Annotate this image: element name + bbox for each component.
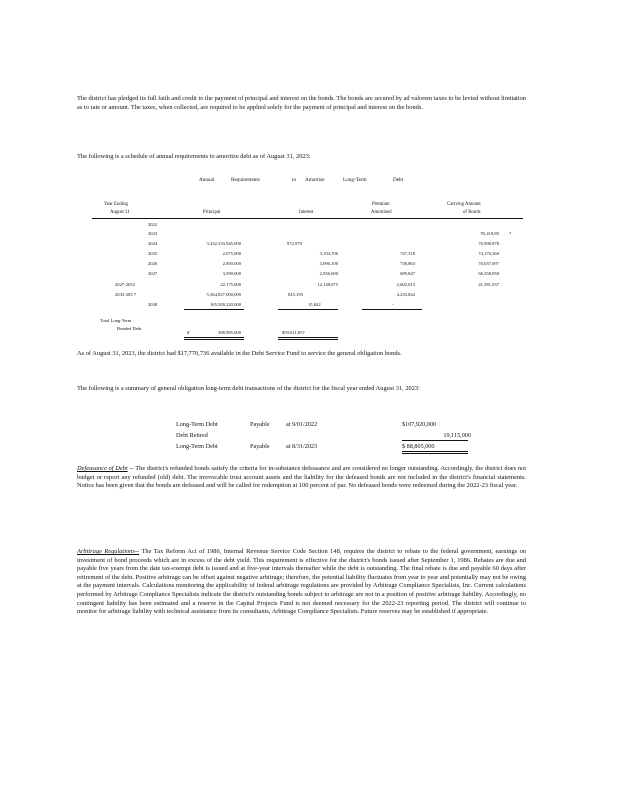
summary-amount: $107,920,000 [402,421,437,428]
schedule-title-word: to [292,177,297,183]
row-carrying-extra: 7 [509,231,512,236]
row-principal: 3,332,333,945,000 [206,241,241,246]
row-year: 2038 [148,302,158,307]
row-interest: 845,193 [288,292,303,297]
row-principal: 105,509,220,000 [209,302,241,307]
row-carrying: 76,998,878 [478,241,499,246]
row-premium: 747,318 [400,251,415,256]
summary-col2: Payable [250,421,270,428]
col-interest-header: Interest [299,210,314,215]
total-label: Total Long-Term [100,318,132,323]
arbitrage-paragraph [77,548,526,617]
row-premium: 4,235,842 [396,292,415,297]
debt-service-paragraph: As of August 31, 2023, the district had $17,770,736 available in the Debt Service Fund to service the general obligation bonds. [77,350,402,357]
row-principal: 2,850,000 [222,261,241,266]
summary-total-rule-double [402,453,468,454]
summary-amount: $ 88,805,000 [402,443,435,450]
row-premium: 738,863 [400,261,415,266]
defeasance-text: -- The district's refunded bonds satisfy the criteria for in-substance defeasance and are considered no longer outstanding. Accordingly, the district does not budget or report any refunded (old) debt. The irrevocable trust account assets and the liability for the defeased bonds are not included in the district's financial statements. Notice has been given that the bonds are defeased and will be called for redemption at 100 percent of par. No defeased bonds were redeemed during the 2022-23 fiscal year. [77,465,526,490]
premium-subtotal-rule [362,309,422,310]
col-carrying-header: Carrying Amount [447,202,481,207]
schedule-title-word: Debt [393,177,404,183]
summary-col3: at 8/31/2023 [286,443,318,450]
total-rule [184,337,244,338]
row-year: 2027 [148,271,158,276]
row-interest: 3,194,706 [319,251,338,256]
summary-total-rule [402,451,468,452]
interest-subtotal-rule [278,309,338,310]
row-carrying: 66,358,050 [478,271,499,276]
row-interest: 12,148,075 [317,282,338,287]
principal-subtotal-rule [184,309,244,310]
row-principal: 2,075,000 [222,251,241,256]
summary-col2: Payable [250,443,270,450]
row-carrying: 74,176,560 [478,251,499,256]
row-year: 2033-203 7 [115,292,137,297]
row-carrying: 41,581,037 [478,282,499,287]
arbitrage-text: The Tax Reform Act of 1986, Internal Revenue Service Code Section 148, requires the district to rebate to the federal government, earnings on investment of bond proceeds which are in excess of the debt yield. This requirement is effective for the district's bonds issued after September 1, 1986. Rebates are due and payable five years from the date tax-exempt debt is issued and at five-year intervals thereafter while the debt is outstanding. The final rebate is due and payable 60 days after retirement of the debt. Positive arbitrage can be offset against negative arbitrage; therefore, the potential liability fluctuates from year to year and potentially may not be owing at the payment intervals. Calculations monitoring the applicability of federal arbitrage regulations are provided by Arbitrage Compliance Specialists, Inc. Current calculations performed by Arbitrage Compliance Specialists indicate the district's outstanding bonds subject to arbitrage are not in a position of positive arbitrage liability. Accordingly, no contingent liability has been estimated and a reserve in the Capital Projects Fund is not deemed necessary for the 2022-23 reporting period. The district will continue to monitor for arbitrage liability with technical assistance from its consultants, Arbitrage Compliance Specialists. Future reserves may be established if appropriate. [77,548,526,616]
header-rule [92,218,523,219]
summary-label: Debt Retired [176,432,208,439]
total-interest: $59,611,857 [282,330,305,335]
row-year: 2023 [148,231,158,236]
col-premium-header-2: Amortized [371,210,392,215]
row-year: 2027-2032 [115,282,135,287]
row-interest: 15,842 [308,302,321,307]
col-year-header-2: August 31 [110,210,130,215]
summary-col3: at 9/01/2022 [286,421,318,428]
col-premium-header: Premium [372,202,390,207]
summary-amount: 19,115,000 [443,432,471,439]
col-carrying-header-2: of Bonds [463,210,481,215]
schedule-title-word: Amortize [305,177,325,183]
summary-intro-paragraph: The following is a summary of general obligation long-term debt transactions of the district for the fiscal year ended August 31, 2023: [77,385,420,392]
total-dollar: $ [187,330,190,335]
defeasance-heading: Defeasance of Debt [77,465,128,472]
row-year: 2024 [148,241,158,246]
summary-label: Long-Term Debt [176,421,218,428]
total-principal: 388,985,000 [218,330,241,335]
row-carrying: 70,637,697 [478,261,499,266]
col-principal-header: Principal [203,210,221,215]
defeasance-paragraph [77,465,526,491]
row-principal: 5,364,827,000,000 [206,292,241,297]
row-premium: 2,602,013 [396,282,415,287]
row-principal: 3,590,000 [222,271,241,276]
pledge-paragraph: The district has pledged its full faith and credit to the payment of principal and interest on the bonds. The bonds are secured by ad valorem taxes to be levied without limitation as to rate or amount. The taxes, when collected, are required to be applied solely for the payment of principal and interest on the bonds. [77,95,526,111]
total-label-2: Bonded Debt [117,326,142,331]
row-premium: 689,847 [400,271,415,276]
total-interest-rule-double [278,339,338,340]
row-year: 2026 [148,261,158,266]
row-carrying: 95,418,85 [480,231,499,236]
summary-subtotal-rule [402,440,468,441]
row-principal: 22,175,000 [220,282,241,287]
arbitrage-heading: Arbitrage Regulations-- [77,548,140,555]
row-interest: 972,979 [287,241,302,246]
total-rule-double [184,339,244,340]
summary-label: Long-Term Debt [176,443,218,450]
schedule-title-word: Long-Term [343,177,367,183]
row-premium: - [392,302,394,307]
row-interest: 2,956,600 [319,271,338,276]
total-interest-rule [278,337,338,338]
row-year: 2025 [148,251,158,256]
row-year: 2022 [148,222,158,227]
schedule-intro-paragraph: The following is a schedule of annual requirements to amortize debt as of August 31, 2023: [77,153,311,160]
schedule-title-word: Annual [199,177,215,183]
col-year-header: Year Ending [104,202,128,207]
schedule-title-word: Requirements [231,177,260,183]
row-interest: 3,096,100 [319,261,338,266]
